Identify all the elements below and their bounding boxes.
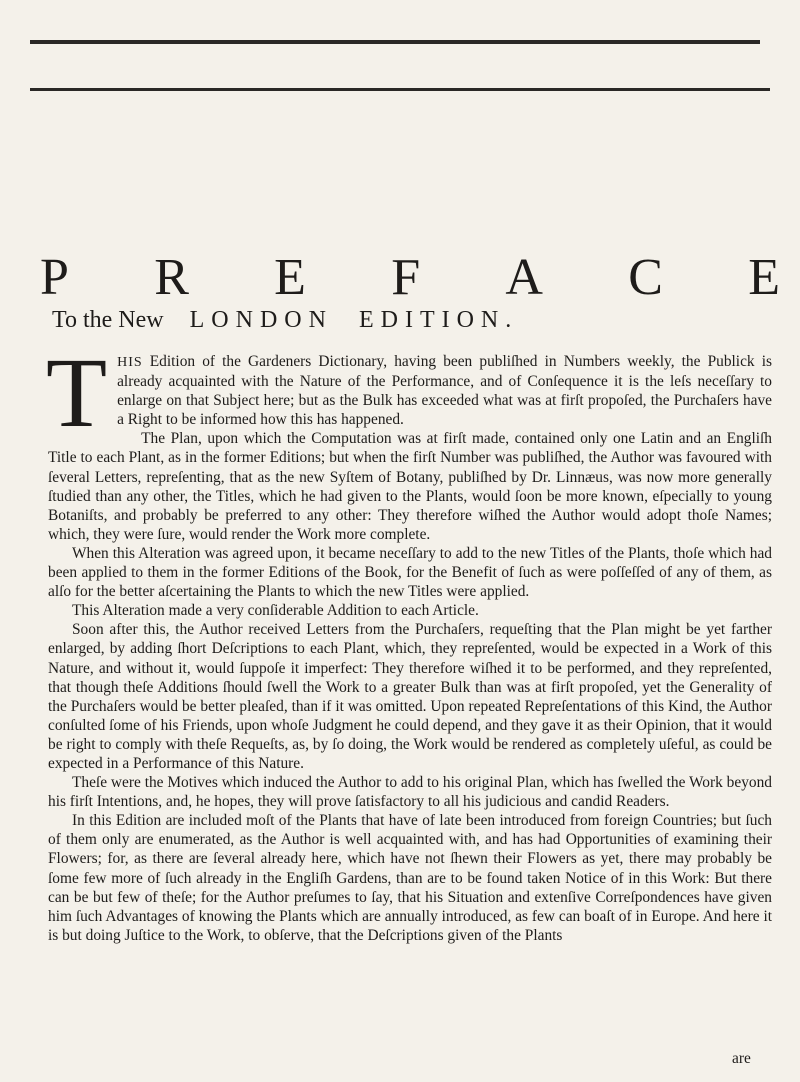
drop-cap: T bbox=[46, 337, 108, 448]
subheading-prefix: To the New bbox=[52, 307, 164, 333]
title-letter: C bbox=[628, 249, 663, 306]
title-letter: A bbox=[505, 249, 543, 306]
body-text bbox=[46, 337, 772, 945]
catchword: are bbox=[732, 1050, 751, 1067]
title-letter: R bbox=[154, 249, 189, 306]
paragraph: Soon after this, the Author received Letters from the Purchaſers, requeſting that the Plan might be yet farther enlarged, by adding ſhort Deſcriptions to each Plant, which, they repreſented, would be expected in a Work of this Nature, and without it, would ſuppoſe it imperfect: They therefore wiſhed it to be performed, and they repreſented, that though theſe Additions ſhould ſwell the Work to a greater Bulk than was at firſt propoſed, yet the Generality of the Purchaſers would be better pleaſed, than if it was omitted. Upon repeated Repreſentations of this Kind, the Author conſulted ſome of his Friends, upon whoſe Judgment he could depend, and they gave it as their Opinion, that it would be right to comply with theſe Requeſts, as, by ſo doing, the Work would be rendered as completely uſeful, as could be expected in a Performance of this Nature. bbox=[48, 621, 772, 772]
subheading-edition: EDITION. bbox=[358, 307, 519, 333]
title-letter: F bbox=[391, 249, 421, 306]
top-rule bbox=[30, 40, 760, 44]
page-title bbox=[40, 248, 780, 307]
opening-small-caps: HIS bbox=[117, 355, 143, 370]
title-letter: E bbox=[274, 249, 306, 306]
subheading-city: LONDON bbox=[189, 307, 333, 333]
title-letter: E bbox=[748, 249, 780, 306]
paragraph: This Alteration made a very conſiderable Addition to each Article. bbox=[72, 602, 479, 620]
paragraph: In this Edition are included moſt of the Plants that have of late been introduced from foreign Countries; but ſuch of them only are enumerated, as the Author is well acquainted with, and has had Opportunities of examining their Flowers; for, as there are ſeveral already here, which have not ſhewn their Flowers as yet, there may probably be ſome few more of ſuch already in the Engliſh Gardens, than are to be found taken Notice of in this Work: But there can be but few of theſe; for the Author preſumes to ſay, that his Situation and extenſive Correſpondences have given him ſuch Advantages of knowing the Plants which are annually introduced, as few can boaſt of in Europe. And here it is but doing Juſtice to the Work, to obſerve, that the Deſcriptions given of the Plants bbox=[48, 812, 772, 944]
title-letter: P bbox=[40, 249, 69, 306]
subheading bbox=[52, 307, 792, 334]
paragraph: When this Alteration was agreed upon, it became neceſſary to add to the new Titles of the Plants, thoſe which had been applied to them in the former Editions of the Book, for the Benefit of ſuch as were poſſeſſed of any of them, as alſo for the better aſcertaining the Plants to which the new Titles were applied. bbox=[48, 544, 772, 601]
header-rule bbox=[30, 88, 770, 91]
paragraph bbox=[46, 337, 772, 448]
paragraph: The Plan, upon which the Computation was at firſt made, contained only one Latin and an Engliſh Title to each Plant, as in the former Editions; but when the firſt Number was publiſhed, the Author was favoured with ſeveral Letters, repreſenting, that as the new Syſtem of Botany, publiſhed by Dr. Linnæus, was now more generally ſtudied than any other, the Titles, which he had given to the Plants, would ſoon be more known, eſpecially to young Botaniſts, and probably be preferred to any other: They therefore wiſhed the Author would adopt thoſe Names; which, they were ſure, would render the Work more complete. bbox=[48, 430, 772, 543]
paragraph: Theſe were the Motives which induced the Author to add to his original Plan, which has ſwelled the Work beyond his firſt Intentions, and, he hopes, they will prove ſatisfactory to all his judicious and candid Readers. bbox=[48, 774, 772, 811]
paragraph-text: Edition of the Gardeners Dictionary, having been publiſhed in Numbers weekly, the Publick is already acquainted with the Nature of the Performance, and of Conſequence it is the leſs neceſſary to enlarge on that Subject here; but as the Bulk has exceeded what was at firſt propoſed, the Purchaſers have a Right to be informed how this has happened. bbox=[117, 353, 772, 429]
